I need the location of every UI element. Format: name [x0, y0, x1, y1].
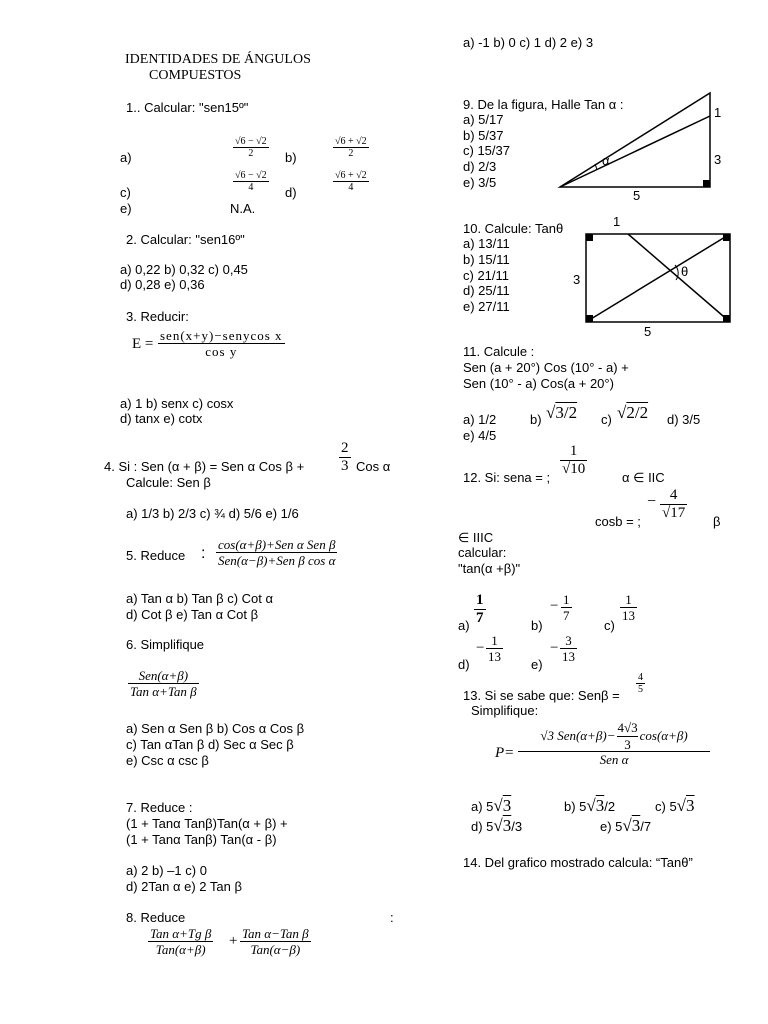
option-label: b): [531, 618, 543, 633]
option: e) 27/11: [463, 299, 510, 314]
option: d) 2/3: [463, 159, 497, 174]
fraction: 4 √17: [662, 487, 686, 521]
option-label: b): [285, 150, 297, 165]
fraction: 1 7: [563, 592, 570, 623]
problem-6-question: 6. Simplifique: [126, 637, 205, 652]
option-label: a): [458, 618, 470, 633]
option-label: c): [601, 412, 612, 427]
fraction: 3 13: [562, 633, 575, 664]
option-label: e): [531, 657, 543, 672]
option: b) 5/37: [463, 128, 504, 143]
question-text: cosb = ;: [595, 514, 641, 529]
question-text: (1 + Tanα Tanβ)Tan(α + β) +: [126, 816, 288, 831]
side-label: 3: [714, 152, 722, 167]
options-row: a) Sen α Sen β b) Cos α Cos β: [126, 721, 305, 736]
theta-label: θ: [681, 264, 689, 279]
option-value: N.A.: [230, 201, 256, 216]
option-label: b): [530, 412, 542, 427]
problem-9-question: 9. De la figura, Halle Tan α :: [463, 97, 624, 112]
colon: :: [201, 545, 206, 562]
options-row: a) 0,22 b) 0,32 c) 0,45: [120, 262, 248, 277]
option: b) 5√3/2: [564, 796, 616, 815]
minus-sign: −: [476, 640, 485, 656]
question-text: (1 + Tanα Tanβ) Tan(α - β): [126, 832, 277, 847]
option: c) 15/37: [463, 143, 510, 158]
options-row: c) Tan αTan β d) Sec α Sec β: [126, 737, 294, 752]
option: e) 4/5: [463, 428, 497, 443]
problem-5-question: 5. Reduce: [126, 548, 186, 563]
radical: √3/2: [546, 403, 578, 422]
option-label: d): [458, 657, 470, 672]
condition: α ∈ IIC: [622, 470, 665, 485]
side-label: 3: [573, 272, 581, 287]
colon: :: [390, 910, 394, 925]
problem-7-question: 7. Reduce :: [126, 800, 193, 815]
options-row: a) 1 b) senx c) cosx: [120, 396, 234, 411]
fraction: 1 13: [622, 592, 635, 623]
options-row: d) 0,28 e) 0,36: [120, 277, 205, 292]
option: c) 5√3: [655, 796, 695, 815]
options-row: d) 2Tan α e) 2 Tan β: [126, 879, 242, 894]
option: e) 5√3/7: [600, 816, 652, 835]
fraction: sen(x+y)−senycos x cos y: [160, 328, 283, 359]
triangle-figure: [555, 88, 735, 203]
option-label: d): [285, 185, 297, 200]
problem-10-question: 10. Calcule: Tanθ: [463, 221, 564, 236]
options-row: a) 1/3 b) 2/3 c) ¾ d) 5/6 e) 1/6: [126, 506, 299, 521]
formula-lhs: P=: [495, 745, 515, 761]
problem-12-question: 12. Si: sena = ;: [463, 470, 551, 485]
alpha-label: α: [602, 153, 610, 168]
minus-sign: −: [647, 493, 657, 510]
option: d) 25/11: [463, 283, 510, 298]
fraction: 1 7: [476, 592, 484, 626]
options-row: e) Csc α csc β: [126, 753, 209, 768]
option-label: a): [120, 150, 132, 165]
options-row: a) -1 b) 0 c) 1 d) 2 e) 3: [463, 35, 594, 50]
fraction: cos(α+β)+Sen α Sen β Sen(α−β)+Sen β cos α: [218, 537, 336, 568]
fraction: 4 5: [638, 672, 643, 695]
fraction: 2 3: [341, 440, 349, 474]
problem-4-question: 4. Si : Sen (α + β) = Sen α Cos β +: [104, 459, 305, 474]
option: e) 3/5: [463, 175, 497, 190]
options-row: a) Tan α b) Tan β c) Cot α: [126, 591, 274, 606]
problem-1-question: 1.. Calcular: "sen15º": [126, 100, 249, 115]
minus-sign: −: [550, 598, 559, 614]
question-text: Simplifique:: [471, 703, 539, 718]
fraction: √6 + √2 2: [335, 136, 367, 159]
option: a) 5√3: [471, 796, 512, 815]
fraction: 1 13: [488, 633, 501, 664]
page-title: IDENTIDADES DE ÁNGULOS: [125, 52, 311, 67]
question-text: Calcule: Sen β: [126, 475, 211, 490]
fraction: √6 − √2 2: [235, 136, 267, 159]
fraction: Sen(α+β) Tan α+Tan β: [130, 668, 197, 699]
option: b) 15/11: [463, 252, 510, 267]
radical: √2/2: [617, 403, 649, 422]
fraction: √6 − √2 4: [235, 170, 267, 193]
option: c) 21/11: [463, 268, 510, 283]
problem-3-question: 3. Reducir:: [126, 309, 189, 324]
page-title-line2: COMPUESTOS: [149, 68, 242, 83]
question-text: calcular:: [458, 545, 507, 560]
options-row: d) tanx e) cotx: [120, 411, 203, 426]
options-row: d) Cot β e) Tan α Cot β: [126, 607, 259, 622]
plus-sign: +: [229, 933, 238, 949]
condition: ∈ IIIC: [458, 530, 494, 545]
fraction: 1 √10: [562, 443, 586, 477]
beta-symbol: β: [713, 514, 721, 529]
option: a) 5/17: [463, 112, 504, 127]
problem-8-question: 8. Reduce: [126, 910, 186, 925]
option: d) 3/5: [667, 412, 701, 427]
option-label: e): [120, 201, 132, 216]
question-text: Sen (a + 20°) Cos (10° - a) +: [463, 360, 629, 375]
side-label: 1: [714, 105, 722, 120]
option-label: c): [120, 185, 131, 200]
side-label: 5: [633, 188, 641, 203]
minus-sign: −: [550, 640, 559, 656]
side-label: 5: [644, 324, 652, 339]
problem-14-question: 14. Del grafico mostrado calcula: “Tanθ”: [463, 855, 693, 870]
fraction: √6 + √2 4: [335, 170, 367, 193]
option-label: c): [604, 618, 615, 633]
side-label: 1: [613, 214, 621, 229]
formula-p: √ 3 Sen(α+β)− 4√3 3 cos(α+β) Sen α: [518, 721, 710, 768]
problem-13-question: 13. Si se sabe que: Senβ =: [463, 688, 620, 703]
rectangle-figure: [570, 212, 740, 340]
option: d) 5√3/3: [471, 816, 523, 835]
fraction: Tan α+Tg β Tan(α+β): [150, 926, 212, 957]
fraction: Tan α−Tan β Tan(α−β): [242, 926, 309, 957]
formula-lhs: E =: [132, 336, 154, 352]
question-text: Sen (10° - a) Cos(a + 20°): [463, 376, 614, 391]
options-row: a) 2 b) –1 c) 0: [126, 863, 207, 878]
question-text: Cos α: [356, 459, 391, 474]
option: a) 1/2: [463, 412, 497, 427]
option: a) 13/11: [463, 236, 510, 251]
problem-11-question: 11. Calcule :: [463, 344, 535, 359]
problem-2-question: 2. Calcular: "sen16º": [126, 232, 245, 247]
question-text: "tan(α +β)": [458, 561, 521, 576]
